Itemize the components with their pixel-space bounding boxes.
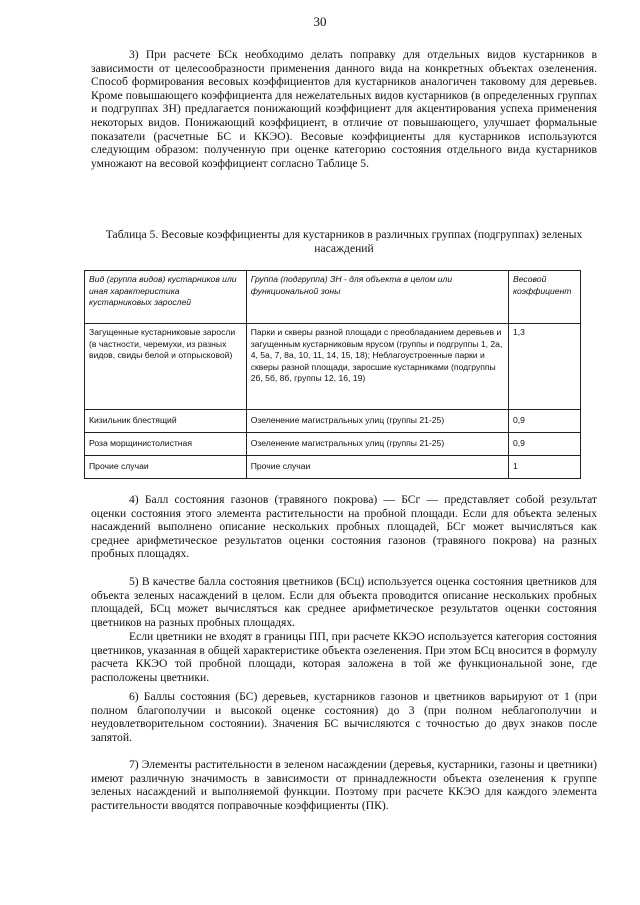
cell-shrub: Прочие случаи <box>85 456 247 479</box>
table-row <box>85 410 581 433</box>
cell-shrub: Загущенные кустарниковые заросли (в частности, черемухи, из разных видов, свиды белой и отпрысковой) <box>85 324 247 410</box>
paragraph-flowerbed-score: 5) В качестве балла состояния цветников (БСц) используется оценка состояния цветников для объекта зеленых насаждений в целом. Если для объекта проводится описание нескольких пробных площадей, БСц может вычисляться как среднее арифметическое результатов оценки состояния цветников на разных пробных площадях. <box>91 575 597 629</box>
cell-shrub: Роза морщинистолистная <box>85 433 247 456</box>
cell-coefficient: 0,9 <box>509 410 581 433</box>
cell-coefficient: 0,9 <box>509 433 581 456</box>
paragraph-flowerbed-outside-pp: Если цветники не входят в границы ПП, при расчете ККЭО используется категория состояния цветников, указанная в общей характеристике объекта озеленения. При этом БСц вносится в формулу расчета ККЭО той пробной площади, которая заложена в той же функциональной зоне, где расположены цветники. <box>91 630 597 684</box>
paragraph-lawn-score: 4) Балл состояния газонов (травяного покрова) — БСг — представляет собой результат оценки состояния этого элемента растительности на пробной площади. Если для объекта зеленых насаждений выполнено описание нескольких пробных площадей, БСг может вычисляться как среднее арифметическое результатов оценки состояния газонов (травяного покрова) на разных пробных площадях. <box>91 493 597 561</box>
paragraph-correction-coefficients: 7) Элементы растительности в зеленом насаждении (деревья, кустарники, газоны и цветники) имеют различную значимость в зависимости от принадлежности объекта озеленения к группе зеленых насаждений и выполняемой функции. Поэтому при расчете ККЭО для каждого элемента растительности вводятся поправочные коэффициенты (ПК). <box>91 758 597 812</box>
cell-coefficient: 1,3 <box>509 324 581 410</box>
cell-coefficient: 1 <box>509 456 581 479</box>
header-shrub-type: Вид (группа видов) кустарников или иная характеристика кустарниковых зарослей <box>85 271 247 324</box>
cell-shrub: Кизильник блестящий <box>85 410 247 433</box>
paragraph-shrub-correction: 3) При расчете БСк необходимо делать поправку для отдельных видов кустарников в зависимости от целесообразности применения данного вида на конкретных объектах озеленения. Способ формирования весовых коэффициентов для кустарников аналогичен таковому для деревьев. Кроме повышающего коэффициента для нежелательных видов кустарников (в определенных группах и подгруппах ЗН) предлагается понижающий коэффициент для акцентирования успеха применения некоторых видов. Понижающий коэффициент, в отличие от повышающего, улучшает формальные показатели (расчетные БС и ККЭО). Весовые коэффициенты для кустарников используются следующим образом: полученную при оценке категорию состояния отдельного вида кустарников умножают на весовой коэффициент согласно Таблице 5. <box>91 48 597 170</box>
table-header-row <box>85 271 581 324</box>
table-caption: Таблица 5. Весовые коэффициенты для кустарников в различных группах (подгруппах) зеленых насаждений <box>105 228 583 255</box>
table-row <box>85 324 581 410</box>
shrub-weight-table <box>84 270 581 479</box>
paragraph-score-range: 6) Баллы состояния (БС) деревьев, кустарников газонов и цветников варьируют от 1 (при полном благополучии и высокой оценке состояния) до 3 (при полном неблагополучии и неудовлетворительном состоянии). Значения БС вычисляются с точностью до двух знаков после запятой. <box>91 690 597 744</box>
cell-group: Парки и скверы разной площади с преобладанием деревьев и загущенным кустарниковым ярусом (группы и подгруппы 1, 2а, 4, 5а, 7, 8а, 10, 11, 14, 15, 18); Неблагоустроенные парки и скверы разной площади, заросшие кустарниками (подгруппы 2б, 5б, 8б, группы 12, 16, 19) <box>246 324 508 410</box>
header-weight-coefficient: Весовой коэффициент <box>509 271 581 324</box>
cell-group: Озеленение магистральных улиц (группы 21-25) <box>246 433 508 456</box>
header-green-group: Группа (подгруппа) ЗН - для объекта в целом или функциональной зоны <box>246 271 508 324</box>
table-row <box>85 433 581 456</box>
cell-group: Озеленение магистральных улиц (группы 21-25) <box>246 410 508 433</box>
table-row <box>85 456 581 479</box>
cell-group: Прочие случаи <box>246 456 508 479</box>
page-number: 30 <box>313 14 327 29</box>
